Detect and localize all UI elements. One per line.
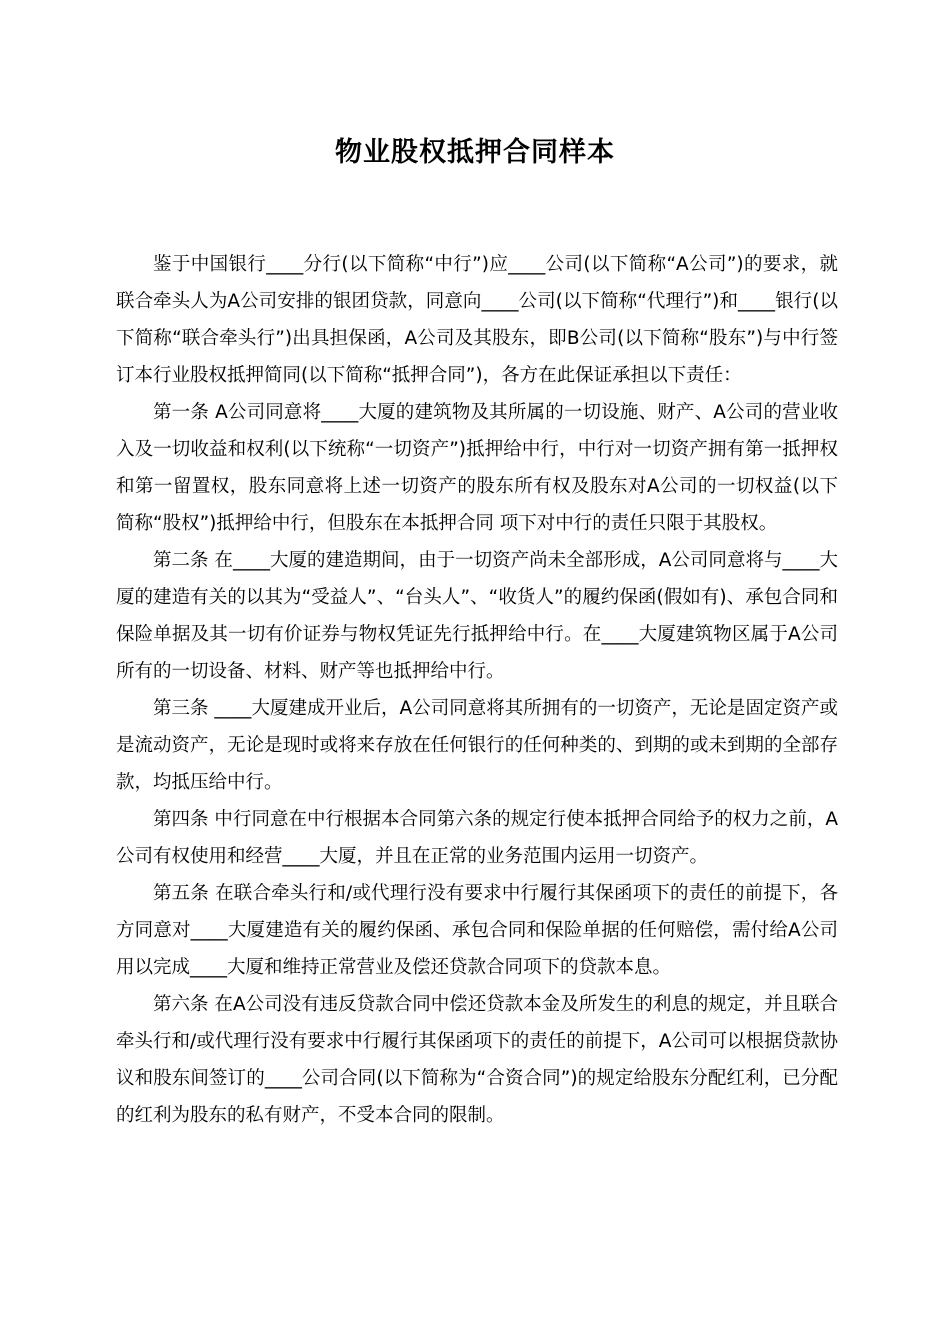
paragraph-article-4: 第四条 中行同意在中行根据本合同第六条的规定行使本抵押合同给予的权力之前，A公司有权使用和经营____大厦，并且在正常的业务范围内运用一切资产。 [116, 809, 838, 867]
paragraph-article-5: 第五条 在联合牵头行和/或代理行没有要求中行履行其保函项下的责任的前提下，各方同意对____大厦建造有关的履约保函、承包合同和保险单据的任何赔偿，需付给A公司用以完成____大厦和维持正常营业及偿还贷款合同项下的贷款本息。 [116, 883, 838, 978]
paragraph-preamble: 鉴于中国银行____分行(以下简称“中行”)应____公司(以下简称“A公司”)的要求，就联合牵头人为A公司安排的银团贷款，同意向____公司(以下简称“代理行”)和____银行(以下简称“联合牵头行”)出具担保函，A公司及其股东，即B公司(以下简称“股东”)与中行签订本行业股权抵押简同(以下简称“抵押合同”)，各方在此保证承担以下责任： [116, 254, 838, 386]
paragraph-article-3: 第三条 ____大厦建成开业后，A公司同意将其所拥有的一切资产，无论是固定资产或是流动资产，无论是现时或将来存放在任何银行的任何种类的、到期的或未到期的全部存款，均抵压给中行。 [116, 698, 838, 793]
paragraph-article-6: 第六条 在A公司没有违反贷款合同中偿还贷款本金及所发生的利息的规定，并且联合牵头行和/或代理行没有要求中行履行其保函项下的责任的前提下，A公司可以根据贷款协议和股东间签订的____公司合同(以下简称为“合资合同”)的规定给股东分配红利，已分配的红利为股东的私有财产，不受本合同的限制。 [116, 994, 838, 1126]
document-title: 物业股权抵押合同样本 [335, 137, 615, 168]
paragraph-article-2: 第二条 在____大厦的建造期间，由于一切资产尚未全部形成，A公司同意将与____大厦的建造有关的以其为“受益人”、“台头人”、“收货人”的履约保函(假如有)、承包合同和保险单据及其一切有价证券与物权凭证先行抵押给中行。在____大厦建筑物区属于A公司所有的一切设备、材料、财产等也抵押给中行。 [116, 550, 838, 682]
paragraph-article-1: 第一条 A公司同意将____大厦的建筑物及其所属的一切设施、财产、A公司的营业收入及一切收益和权利(以下统称“一切资产”)抵押给中行，中行对一切资产拥有第一抵押权和第一留置权，股东同意将上述一切资产的股东所有权及股东对A公司的一切权益(以下简称“股权”)抵押给中行，但股东在本抵押合同 项下对中行的责任只限于其股权。 [116, 402, 838, 534]
document-body [116, 246, 838, 1134]
